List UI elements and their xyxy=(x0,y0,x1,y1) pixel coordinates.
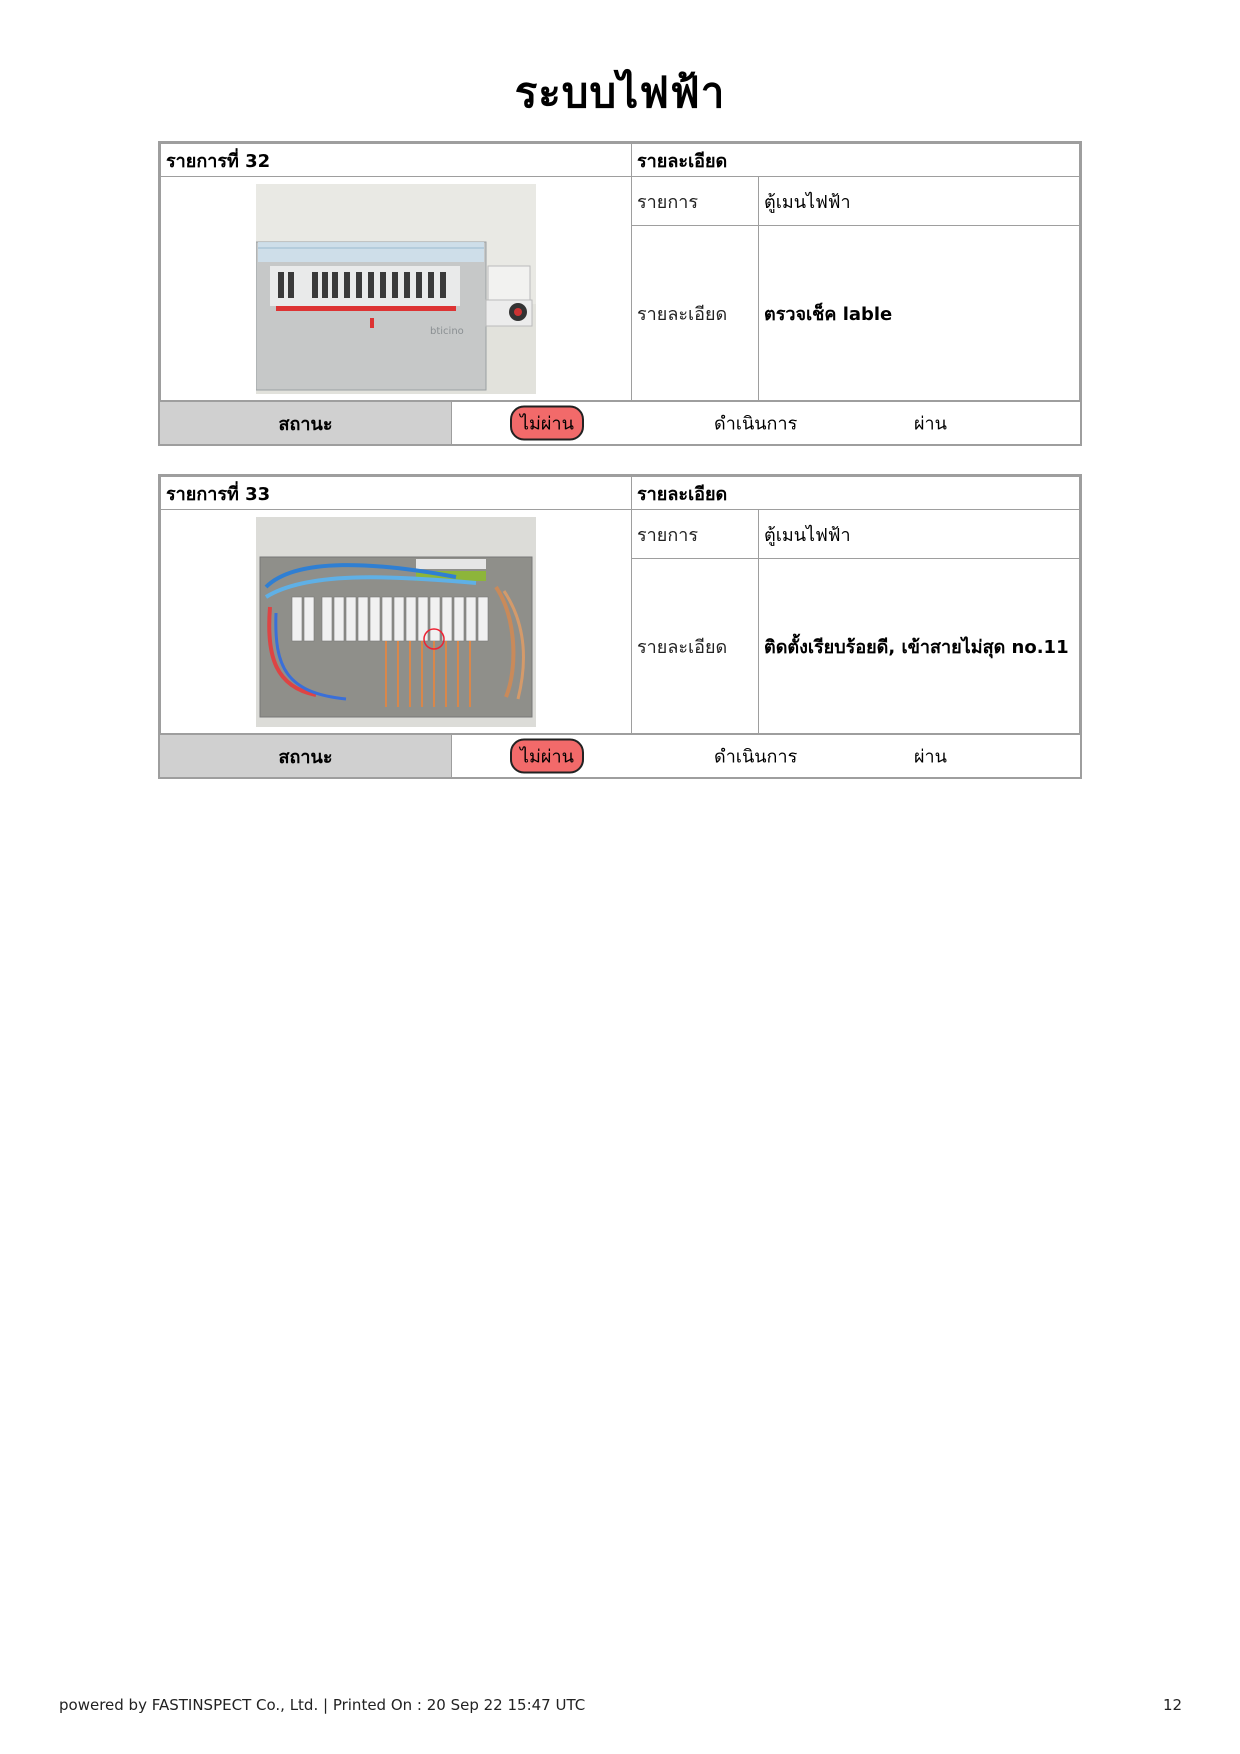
detail-label: รายละเอียด xyxy=(632,226,759,401)
panel-brand-logo: bticino xyxy=(430,325,464,337)
item-name-row xyxy=(161,510,1080,559)
status-row xyxy=(160,401,1080,444)
item-header-row xyxy=(161,144,1080,177)
item-heading: รายการที่ 33 xyxy=(161,477,632,510)
item-heading: รายการที่ 32 xyxy=(161,144,632,177)
page-number: 12 xyxy=(1163,1696,1183,1714)
status-option-in-progress[interactable]: ดำเนินการ xyxy=(714,413,798,435)
detail-heading: รายละเอียด xyxy=(632,144,1080,177)
inspection-item-32 xyxy=(158,141,1082,446)
item-table xyxy=(160,476,1080,734)
item-name-row xyxy=(161,177,1080,226)
status-label: สถานะ xyxy=(160,735,452,777)
status-options xyxy=(452,735,1080,777)
item-header-row xyxy=(161,477,1080,510)
status-option-fail[interactable]: ไม่ผ่าน xyxy=(510,739,584,774)
detail-value: ตรวจเช็ค lable xyxy=(759,226,1080,401)
item-label: รายการ xyxy=(632,177,759,226)
status-option-pass[interactable]: ผ่าน xyxy=(914,413,947,435)
detail-value: ติดตั้งเรียบร้อยดี, เข้าสายไม่สุด no.11 xyxy=(759,559,1080,734)
item-value: ตู้เมนไฟฟ้า xyxy=(759,510,1080,559)
status-options xyxy=(452,402,1080,444)
item-table xyxy=(160,143,1080,401)
footer-credit: powered by FASTINSPECT Co., Ltd. | Printed On : 20 Sep 22 15:47 UTC xyxy=(59,1696,586,1714)
status-option-fail[interactable]: ไม่ผ่าน xyxy=(510,406,584,441)
status-label: สถานะ xyxy=(160,402,452,444)
photo-cell xyxy=(161,510,632,734)
inspection-item-33 xyxy=(158,474,1082,779)
item-value: ตู้เมนไฟฟ้า xyxy=(759,177,1080,226)
open-electrical-panel-photo[interactable] xyxy=(256,517,536,727)
detail-label: รายละเอียด xyxy=(632,559,759,734)
electrical-panel-photo[interactable] xyxy=(256,184,536,394)
status-option-pass[interactable]: ผ่าน xyxy=(914,746,947,768)
photo-cell xyxy=(161,177,632,401)
detail-heading: รายละเอียด xyxy=(632,477,1080,510)
item-label: รายการ xyxy=(632,510,759,559)
status-option-in-progress[interactable]: ดำเนินการ xyxy=(714,746,798,768)
status-row xyxy=(160,734,1080,777)
page-title: ระบบไฟฟ้า xyxy=(514,68,726,117)
